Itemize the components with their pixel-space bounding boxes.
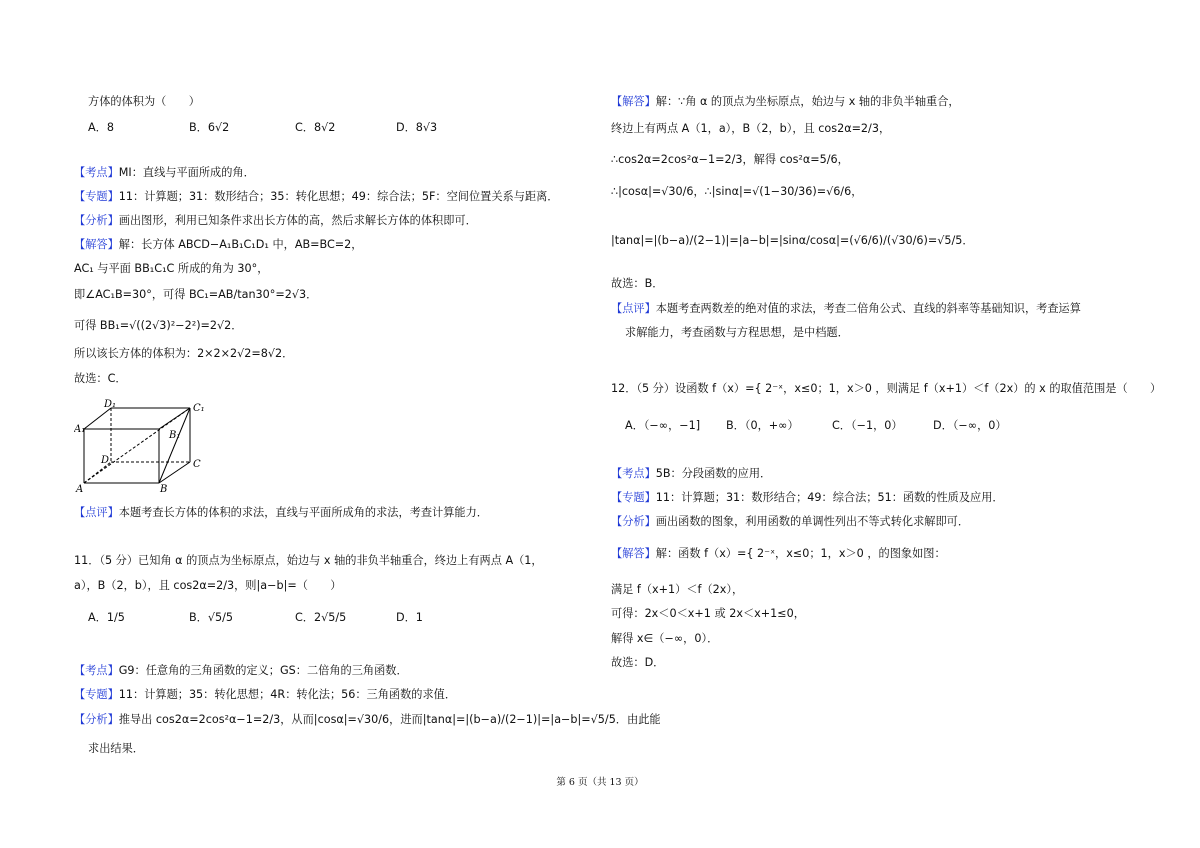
dianping-line: 【点评】本题考查长方体的体积的求法，直线与平面所成角的求法，考查计算能力． bbox=[74, 506, 488, 519]
text-line: 满足 f（x+1）＜f（2x）， bbox=[611, 583, 744, 596]
zhuanti-line: 【专题】11：计算题；31：数形结合；49：综合法；51：函数的性质及应用． bbox=[611, 491, 1004, 504]
option-d: D．8√3 bbox=[396, 121, 438, 134]
dianping-line: 【点评】本题考查两数差的绝对值的求法，考查二倍角公式、直线的斜率等基础知识，考查运算 bbox=[611, 302, 1081, 315]
text-line: 求解能力，考查函数与方程思想，是中档题． bbox=[625, 326, 849, 339]
text-line: 可得：2x＜0＜x+1 或 2x＜x+1≤0， bbox=[611, 607, 805, 620]
label-b1: B₁ bbox=[169, 430, 181, 441]
label-d1: D₁ bbox=[104, 399, 117, 410]
fenxi-line: 【分析】推导出 cos2α=2cos²α−1=2/3，从而|cosα|=√30/6，进而|tanα|=|(b−a)/(2−1)|=|a−b|=√5/5．由此能 bbox=[74, 713, 661, 726]
option-c: C．2√5/5 bbox=[295, 611, 347, 624]
kaodian-line: 【考点】G9：任意角的三角函数的定义；GS：二倍角的三角函数． bbox=[74, 664, 408, 677]
text-line: AC₁ 与平面 BB₁C₁C 所成的角为 30°， bbox=[74, 262, 269, 275]
fenxi-line: 【分析】画出函数的图象，利用函数的单调性列出不等式转化求解即可． bbox=[611, 515, 970, 528]
tag-fenxi: 【分析】 bbox=[611, 515, 656, 528]
option-b: B．6√2 bbox=[189, 121, 230, 134]
tag-kaodian: 【考点】 bbox=[74, 166, 119, 179]
text-line: 终边上有两点 A（1，a），B（2，b），且 cos2α=2/3， bbox=[611, 122, 891, 135]
tag-zhuanti: 【专题】 bbox=[74, 190, 119, 203]
cuboid-figure bbox=[74, 398, 214, 494]
option-a: A．1/5 bbox=[88, 611, 125, 624]
label-c: C bbox=[193, 459, 201, 470]
option-a: A．（−∞，−1] bbox=[625, 419, 701, 432]
tag-fenxi: 【分析】 bbox=[74, 713, 119, 726]
label-c1: C₁ bbox=[193, 403, 205, 414]
text-line: 方体的体积为（ ） bbox=[88, 95, 200, 108]
q12-stem: 12．（5 分）设函数 f（x）={ 2⁻ˣ，x≤0；1，x＞0 ，则满足 f（x+1）＜f（2x）的 x 的取值范围是（ ） bbox=[611, 382, 1162, 395]
option-c: C．8√2 bbox=[295, 121, 336, 134]
text-line: ∴cos2α=2cos²α−1=2/3，解得 cos²α=5/6， bbox=[611, 153, 849, 166]
text-line: ∴|cosα|=√30/6，∴|sinα|=√(1−30/36)=√6/6， bbox=[611, 185, 863, 198]
kaodian-line: 【考点】MI：直线与平面所成的角． bbox=[74, 166, 255, 179]
text-line: 所以该长方体的体积为：2×2×2√2=8√2． bbox=[74, 347, 294, 360]
text-line: 即∠AC₁B=30°，可得 BC₁=AB/tan30°=2√3． bbox=[74, 288, 318, 301]
page-footer: 第 6 页（共 13 页） bbox=[556, 777, 644, 788]
text-line: 故选：B． bbox=[611, 277, 664, 290]
text-line: 求出结果． bbox=[88, 742, 144, 755]
text-line: 可得 BB₁=√((2√3)²−2²)=2√2． bbox=[74, 319, 243, 332]
label-a: A bbox=[76, 484, 84, 494]
label-a1: A₁ bbox=[74, 424, 86, 435]
option-a: A．8 bbox=[88, 121, 114, 134]
kaodian-line: 【考点】5B：分段函数的应用． bbox=[611, 467, 772, 480]
option-b: B．√5/5 bbox=[189, 611, 233, 624]
text-line: 解得 x∈（−∞，0）． bbox=[611, 632, 719, 645]
option-b: B．（0，+∞） bbox=[726, 419, 799, 432]
tag-kaodian: 【考点】 bbox=[74, 664, 119, 677]
tag-dianping: 【点评】 bbox=[611, 302, 656, 315]
tag-kaodian: 【考点】 bbox=[611, 467, 656, 480]
tag-zhuanti: 【专题】 bbox=[74, 688, 119, 701]
fenxi-line: 【分析】画出图形，利用已知条件求出长方体的高，然后求解长方体的体积即可． bbox=[74, 214, 477, 227]
jieda-line: 【解答】解：函数 f（x）={ 2⁻ˣ，x≤0；1，x＞0 ，的图象如图： bbox=[611, 547, 946, 560]
text-line: 故选：D． bbox=[611, 656, 665, 669]
tag-zhuanti: 【专题】 bbox=[611, 491, 656, 504]
q11-stem: 11．（5 分）已知角 α 的顶点为坐标原点，始边与 x 轴的非负半轴重合，终边上有两点 A（1， bbox=[74, 554, 543, 567]
label-b: B bbox=[160, 484, 168, 494]
tag-jieda: 【解答】 bbox=[74, 238, 119, 251]
q11-stem-cont: a），B（2，b），且 cos2α=2/3，则|a−b|=（ ） bbox=[74, 579, 342, 592]
jieda-line: 【解答】解：长方体 ABCD−A₁B₁C₁D₁ 中，AB=BC=2， bbox=[74, 238, 363, 251]
option-d: D．（−∞，0） bbox=[933, 419, 1007, 432]
tag-fenxi: 【分析】 bbox=[74, 214, 119, 227]
zhuanti-line: 【专题】11：计算题；31：数形结合；35：转化思想；49：综合法；5F：空间位置关系与距离． bbox=[74, 190, 559, 203]
text-line: |tanα|=|(b−a)/(2−1)|=|a−b|=|sinα/cosα|=(√6/6)/(√30/6)=√5/5． bbox=[611, 234, 974, 247]
label-d: D bbox=[101, 455, 110, 466]
tag-jieda: 【解答】 bbox=[611, 95, 656, 108]
jieda-line: 【解答】解：∵角 α 的顶点为坐标原点，始边与 x 轴的非负半轴重合， bbox=[611, 95, 960, 108]
tag-dianping: 【点评】 bbox=[74, 506, 119, 519]
option-c: C．（−1，0） bbox=[832, 419, 903, 432]
option-d: D．1 bbox=[396, 611, 423, 624]
tag-jieda: 【解答】 bbox=[611, 547, 656, 560]
zhuanti-line: 【专题】11：计算题；35：转化思想；4R：转化法；56：三角函数的求值． bbox=[74, 688, 457, 701]
text-line: 故选：C． bbox=[74, 372, 127, 385]
